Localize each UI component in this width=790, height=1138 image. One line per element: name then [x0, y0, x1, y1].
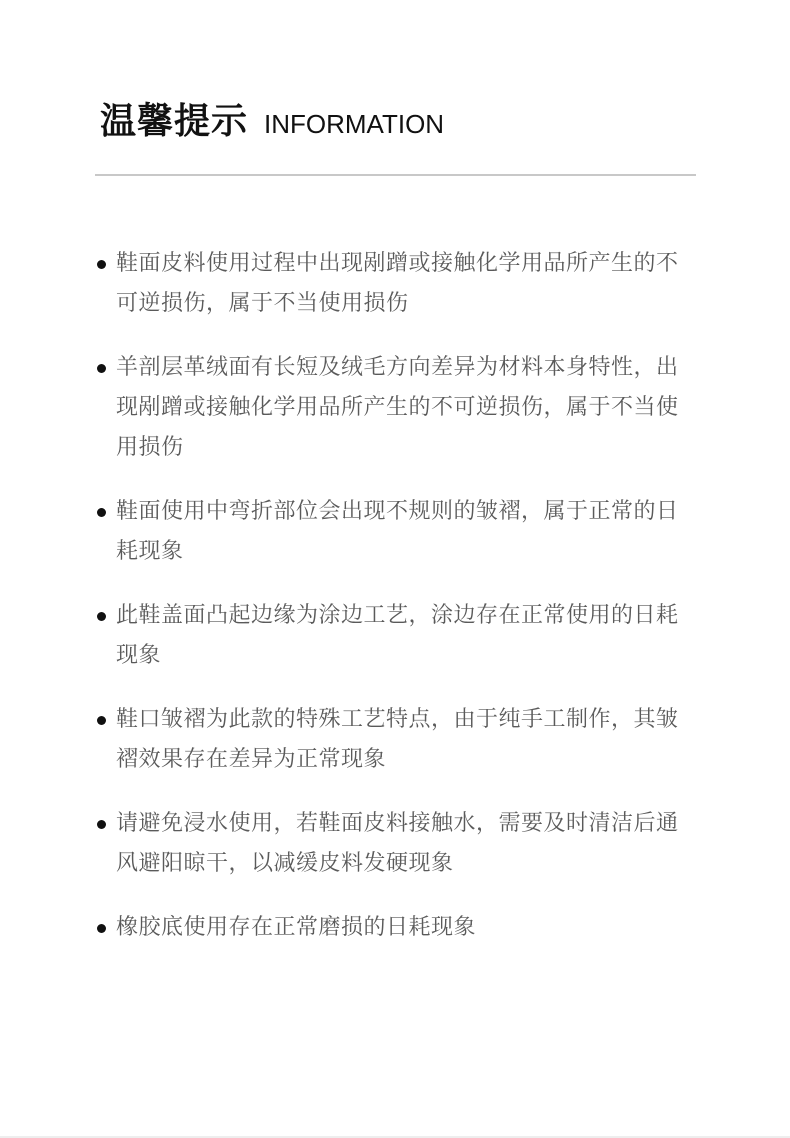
page-title: 温馨提示: [100, 101, 249, 142]
list-item: [94, 492, 694, 572]
notice-text: 此鞋盖面凸起边缘为涂边工艺，涂边存在正常使用的日耗现象: [116, 603, 679, 668]
bullet-icon: [97, 820, 106, 829]
notice-text: 鞋面使用中弯折部位会出现不规则的皱褶，属于正常的日耗现象: [116, 499, 679, 564]
notice-text: 羊剖层革绒面有长短及绒毛方向差异为材料本身特性，出现剐蹭或接触化学用品所产生的不可逆损伤，属于不当使用损伤: [116, 355, 679, 460]
list-item: [94, 244, 694, 324]
list-item: [94, 348, 694, 468]
bullet-icon: [97, 364, 106, 373]
list-item: [94, 804, 694, 884]
page-subtitle: INFORMATION: [264, 109, 445, 139]
header-divider: [95, 174, 696, 176]
list-item: [94, 700, 694, 780]
bullet-icon: [97, 260, 106, 269]
list-item: [94, 908, 694, 948]
notice-list: [94, 244, 694, 972]
bullet-icon: [97, 612, 106, 621]
list-item: [94, 596, 694, 676]
bullet-icon: [97, 924, 106, 933]
bullet-icon: [97, 508, 106, 517]
notice-text: 鞋面皮料使用过程中出现剐蹭或接触化学用品所产生的不可逆损伤，属于不当使用损伤: [116, 251, 679, 316]
notice-text: 橡胶底使用存在正常磨损的日耗现象: [116, 915, 477, 940]
page-header: [100, 100, 444, 146]
bullet-icon: [97, 716, 106, 725]
notice-text: 请避免浸水使用，若鞋面皮料接触水，需要及时清洁后通风避阳晾干，以减缓皮料发硬现象: [116, 811, 679, 876]
notice-text: 鞋口皱褶为此款的特殊工艺特点，由于纯手工制作，其皱褶效果存在差异为正常现象: [116, 707, 679, 772]
